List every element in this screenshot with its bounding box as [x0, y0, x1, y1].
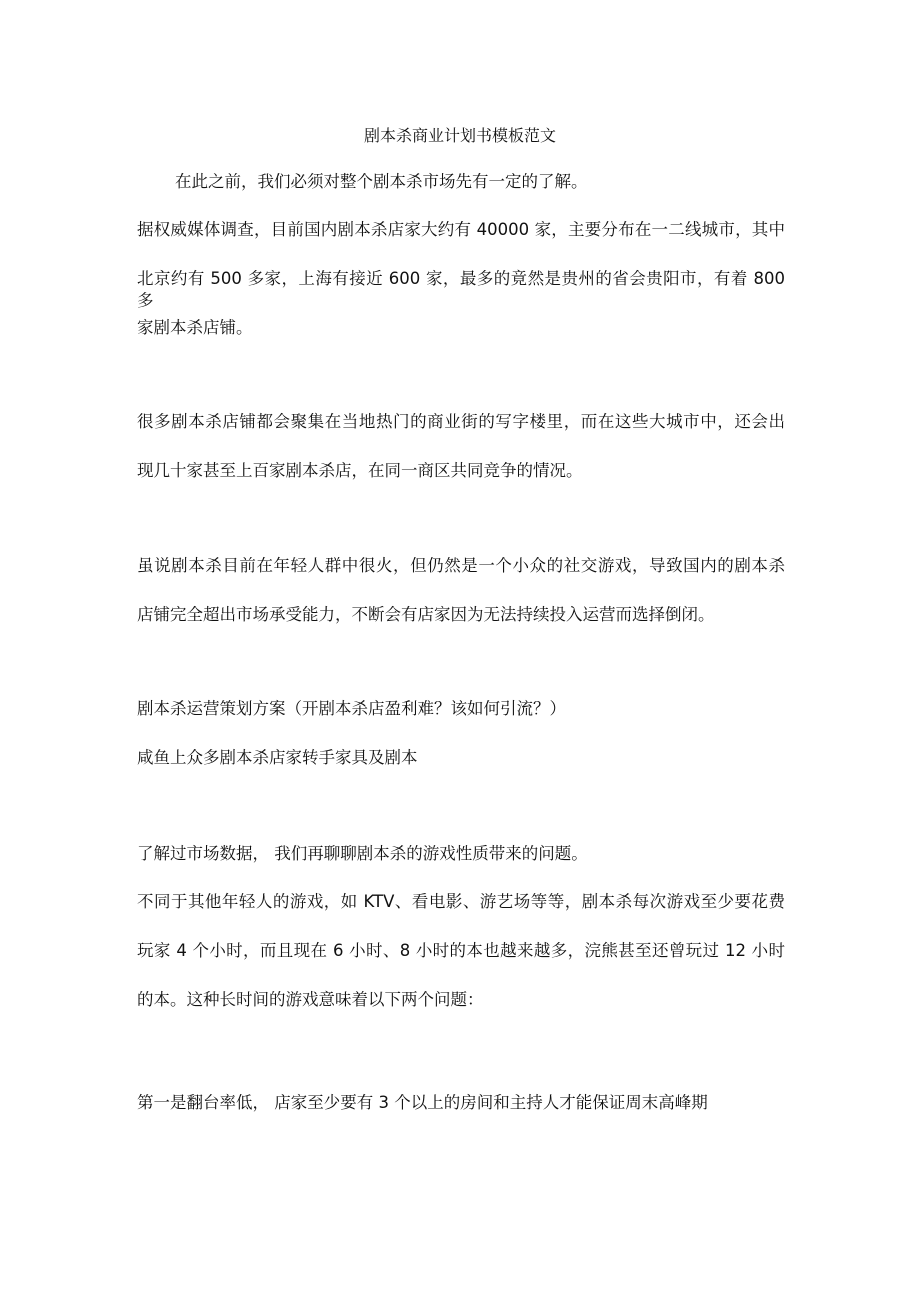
intro-paragraph: 在此之前，我们必须对整个剧本杀市场先有一定的了解。 [175, 172, 588, 191]
paragraph-4-line-2: 玩家 4 个小时，而且现在 6 小时、8 小时的本也越来越多，浣熊甚至还曾玩过 12 小时 [137, 941, 785, 960]
section-heading-2: 咸鱼上众多剧本杀店家转手家具及剧本 [137, 748, 418, 767]
paragraph-4-line-3: 的本。这种长时间的游戏意味着以下两个问题： [137, 990, 484, 1009]
paragraph-1-line-1: 据权威媒体调查，目前国内剧本杀店家大约有 40000 家，主要分布在一二线城市，其中 [137, 220, 785, 239]
paragraph-2-line-1: 很多剧本杀店铺都会聚集在当地热门的商业街的写字楼里，而在这些大城市中，还会出 [137, 412, 785, 431]
paragraph-4-line-1: 不同于其他年轻人的游戏，如 KTV、看电影、游艺场等等，剧本杀每次游戏至少要花费 [137, 892, 785, 911]
document-title: 剧本杀商业计划书模板范文 [363, 126, 556, 145]
paragraph-5: 第一是翻台率低， 店家至少要有 3 个以上的房间和主持人才能保证周末高峰期 [137, 1093, 708, 1112]
paragraph-2-line-2: 现几十家甚至上百家剧本杀店，在同一商区共同竞争的情况。 [137, 461, 583, 480]
paragraph-3-line-1: 虽说剧本杀目前在年轻人群中很火，但仍然是一个小众的社交游戏，导致国内的剧本杀 [137, 556, 785, 575]
paragraph-1-line-3: 家剧本杀店铺。 [137, 318, 253, 337]
paragraph-3-line-2: 店铺完全超出市场承受能力，不断会有店家因为无法持续投入运营而选择倒闭。 [137, 605, 715, 624]
paragraph-1-line-2: 北京约有 500 多家，上海有接近 600 家，最多的竟然是贵州的省会贵阳市，有着 800 多 [137, 269, 785, 310]
paragraph-4-intro: 了解过市场数据， 我们再聊聊剧本杀的游戏性质带来的问题。 [137, 844, 588, 863]
section-heading-1: 剧本杀运营策划方案（开剧本杀店盈利难？该如何引流？） [137, 699, 566, 718]
